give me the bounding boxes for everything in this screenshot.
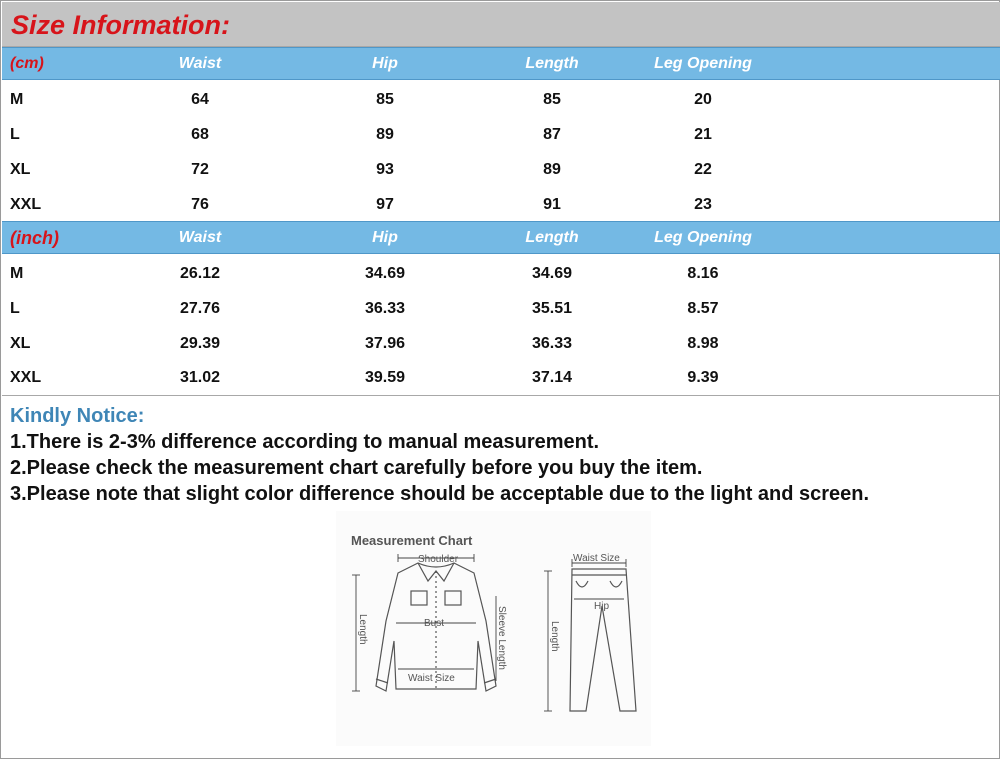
cell-waist: 31.02 bbox=[179, 369, 221, 386]
title-bar bbox=[2, 2, 1000, 47]
cell-leg-opening: 8.98 bbox=[687, 335, 719, 352]
size-label: M bbox=[10, 91, 24, 108]
inch-header-hip: Hip bbox=[372, 229, 398, 246]
bust-label: Bust bbox=[424, 618, 445, 629]
pants-waist-label: Waist Size bbox=[573, 553, 620, 564]
cell-waist: 26.12 bbox=[179, 265, 221, 282]
cell-waist: 64 bbox=[191, 91, 209, 108]
pants-icon bbox=[570, 569, 636, 711]
pants-length-label: Length bbox=[549, 621, 560, 652]
sleeve-length-label: Sleeve Length bbox=[496, 606, 507, 670]
cell-length: 91 bbox=[543, 196, 561, 213]
cell-length: 89 bbox=[543, 161, 561, 178]
cell-length: 85 bbox=[543, 91, 561, 108]
measurement-chart-svg bbox=[336, 511, 651, 746]
notice-line: 3.Please note that slight color difference should be acceptable due to the light and screen. bbox=[10, 483, 870, 505]
table-row bbox=[2, 256, 1000, 291]
inch-table-header bbox=[2, 221, 1000, 254]
waist-size-label: Waist Size bbox=[408, 673, 455, 684]
size-label: XXL bbox=[10, 369, 42, 386]
shoulder-label: Shoulder bbox=[418, 554, 459, 565]
diagram-title: Measurement Chart bbox=[351, 533, 473, 548]
table-row bbox=[2, 82, 1000, 117]
cm-header-length: Length bbox=[525, 55, 579, 72]
cell-hip: 89 bbox=[376, 126, 394, 143]
size-label: XL bbox=[10, 335, 31, 352]
cell-hip: 85 bbox=[376, 91, 394, 108]
cell-length: 87 bbox=[543, 126, 561, 143]
cell-waist: 76 bbox=[191, 196, 209, 213]
cell-length: 37.14 bbox=[531, 369, 573, 386]
cell-waist: 68 bbox=[191, 126, 209, 143]
cell-length: 36.33 bbox=[531, 335, 573, 352]
inch-header-length: Length bbox=[525, 229, 579, 246]
size-label: M bbox=[10, 265, 24, 282]
cm-header-leg-opening: Leg Opening bbox=[654, 55, 752, 72]
cell-leg-opening: 8.57 bbox=[687, 300, 719, 317]
cell-hip: 36.33 bbox=[364, 300, 406, 317]
cell-leg-opening: 8.16 bbox=[687, 265, 719, 282]
size-label: XL bbox=[10, 161, 31, 178]
cell-hip: 97 bbox=[376, 196, 394, 213]
inch-header-waist: Waist bbox=[178, 229, 222, 246]
size-label: L bbox=[10, 126, 20, 143]
cm-table-header bbox=[2, 47, 1000, 80]
size-label: XXL bbox=[10, 196, 42, 213]
cell-length: 34.69 bbox=[531, 265, 573, 282]
notice-line: 2.Please check the measurement chart carefully before you buy the item. bbox=[10, 457, 703, 479]
cell-waist: 72 bbox=[191, 161, 209, 178]
cell-leg-opening: 20 bbox=[694, 91, 712, 108]
shirt-length-label: Length bbox=[357, 614, 368, 645]
cell-hip: 93 bbox=[376, 161, 394, 178]
table-row bbox=[2, 360, 1000, 395]
hip-label: Hip bbox=[594, 601, 610, 612]
table-row bbox=[2, 187, 1000, 222]
cell-length: 35.51 bbox=[531, 300, 573, 317]
notice-title: Kindly Notice: bbox=[10, 405, 145, 427]
cell-waist: 29.39 bbox=[179, 335, 221, 352]
cm-unit-label: (cm) bbox=[10, 55, 44, 72]
cell-leg-opening: 21 bbox=[694, 126, 712, 143]
cell-leg-opening: 23 bbox=[694, 196, 712, 213]
table-row bbox=[2, 291, 1000, 326]
inch-header-leg-opening: Leg Opening bbox=[654, 229, 752, 246]
inch-unit-label: (inch) bbox=[10, 228, 59, 248]
cell-hip: 39.59 bbox=[364, 369, 406, 386]
cell-leg-opening: 9.39 bbox=[687, 369, 719, 386]
cell-leg-opening: 22 bbox=[694, 161, 712, 178]
cell-hip: 37.96 bbox=[364, 335, 406, 352]
notice-line: 1.There is 2-3% difference according to manual measurement. bbox=[10, 431, 600, 453]
measurement-chart-diagram bbox=[336, 511, 651, 746]
cm-header-waist: Waist bbox=[178, 55, 222, 72]
table-row bbox=[2, 117, 1000, 152]
table-row bbox=[2, 326, 1000, 361]
cm-header-hip: Hip bbox=[372, 55, 398, 72]
cell-hip: 34.69 bbox=[364, 265, 406, 282]
table-row bbox=[2, 152, 1000, 187]
size-label: L bbox=[10, 300, 20, 317]
cell-waist: 27.76 bbox=[179, 300, 221, 317]
page-title: Size Information: bbox=[11, 10, 231, 40]
